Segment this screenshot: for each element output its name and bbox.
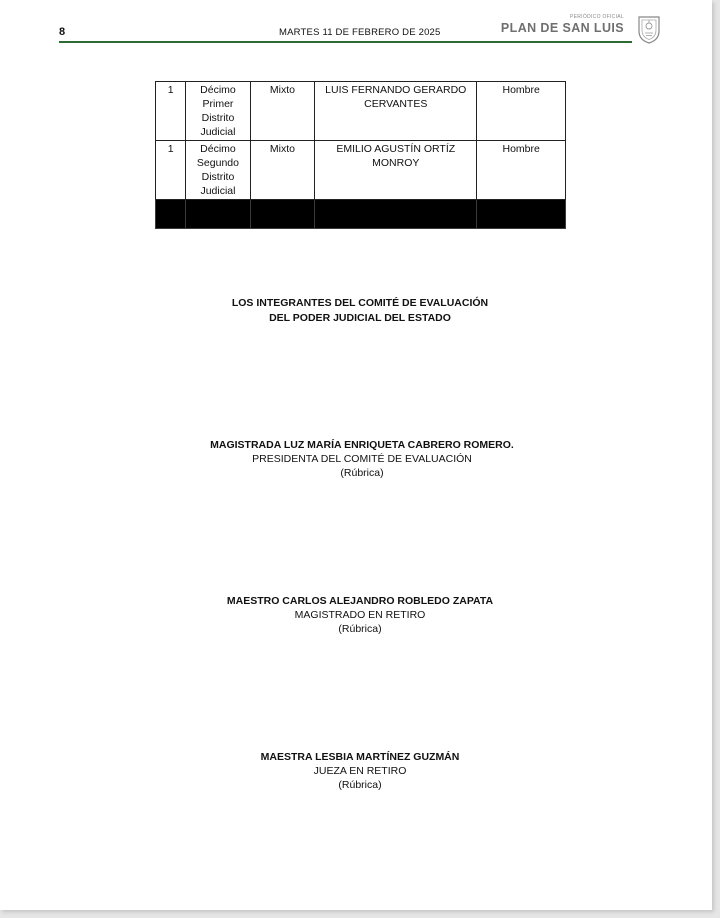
- redacted-cell: [156, 200, 186, 229]
- state-crest-icon: [637, 14, 661, 44]
- signature-note: (Rúbrica): [338, 623, 382, 635]
- signatory-name: MAESTRO CARLOS ALEJANDRO ROBLEDO ZAPATA: [226, 595, 494, 607]
- publication-brand: [501, 14, 624, 35]
- signature-block: [0, 750, 720, 792]
- candidates-table: [155, 81, 566, 229]
- table-row: [156, 141, 566, 200]
- cell-district: [186, 141, 250, 200]
- cell-name: [315, 82, 477, 141]
- district-line: Distrito: [201, 112, 235, 124]
- signatory-role: MAGISTRADO EN RETIRO: [294, 609, 426, 621]
- name-line: MONROY: [372, 157, 420, 169]
- signatory-role: PRESIDENTA DEL COMITÉ DE EVALUACIÓN: [252, 453, 472, 465]
- cell-number: 1: [156, 82, 186, 141]
- brand-title: PLAN DE SAN LUIS: [500, 21, 624, 35]
- cell-gender: Hombre: [477, 141, 566, 200]
- district-line: Segundo: [196, 157, 239, 169]
- signature-block: [0, 594, 720, 636]
- name-line: CERVANTES: [364, 98, 428, 110]
- signatory-name: MAESTRA LESBIA MARTÍNEZ GUZMÁN: [260, 751, 460, 763]
- brand-subtitle: PERIÓDICO OFICIAL: [570, 14, 624, 20]
- signatory-name: MAGISTRADA LUZ MARÍA ENRIQUETA CABRERO ROMERO.: [210, 439, 514, 451]
- signature-block: [2, 438, 720, 480]
- cell-gender: Hombre: [477, 82, 566, 141]
- name-line: EMILIO AGUSTÍN ORTÍZ: [336, 143, 456, 155]
- header-rule: [59, 41, 632, 43]
- district-line: Décimo: [200, 84, 236, 96]
- table-row: [156, 82, 566, 141]
- district-line: Judicial: [200, 185, 236, 197]
- header-date: MARTES 11 DE FEBRERO DE 2025: [279, 27, 441, 38]
- signatory-role: JUEZA EN RETIRO: [313, 765, 407, 777]
- cell-type: Mixto: [250, 141, 314, 200]
- redacted-cell: [477, 200, 566, 229]
- redacted-cell: [186, 200, 250, 229]
- redacted-cell: [315, 200, 477, 229]
- committee-line-1: LOS INTEGRANTES DEL COMITÉ DE EVALUACIÓN: [231, 297, 489, 309]
- table-row-redacted: [156, 200, 566, 229]
- district-line: Distrito: [201, 171, 235, 183]
- name-line: LUIS FERNANDO GERARDO: [325, 84, 467, 96]
- page-number: 8: [59, 26, 66, 38]
- cell-number: 1: [156, 141, 186, 200]
- cell-type: Mixto: [250, 82, 314, 141]
- district-line: Judicial: [200, 126, 236, 138]
- signature-note: (Rúbrica): [340, 467, 384, 479]
- signature-note: (Rúbrica): [338, 779, 382, 791]
- committee-line-2: DEL PODER JUDICIAL DEL ESTADO: [269, 312, 451, 324]
- committee-heading: [0, 296, 720, 326]
- redacted-cell: [250, 200, 314, 229]
- district-line: Décimo: [200, 143, 236, 155]
- cell-name: [315, 141, 477, 200]
- district-line: Primer: [202, 98, 234, 110]
- cell-district: [186, 82, 250, 141]
